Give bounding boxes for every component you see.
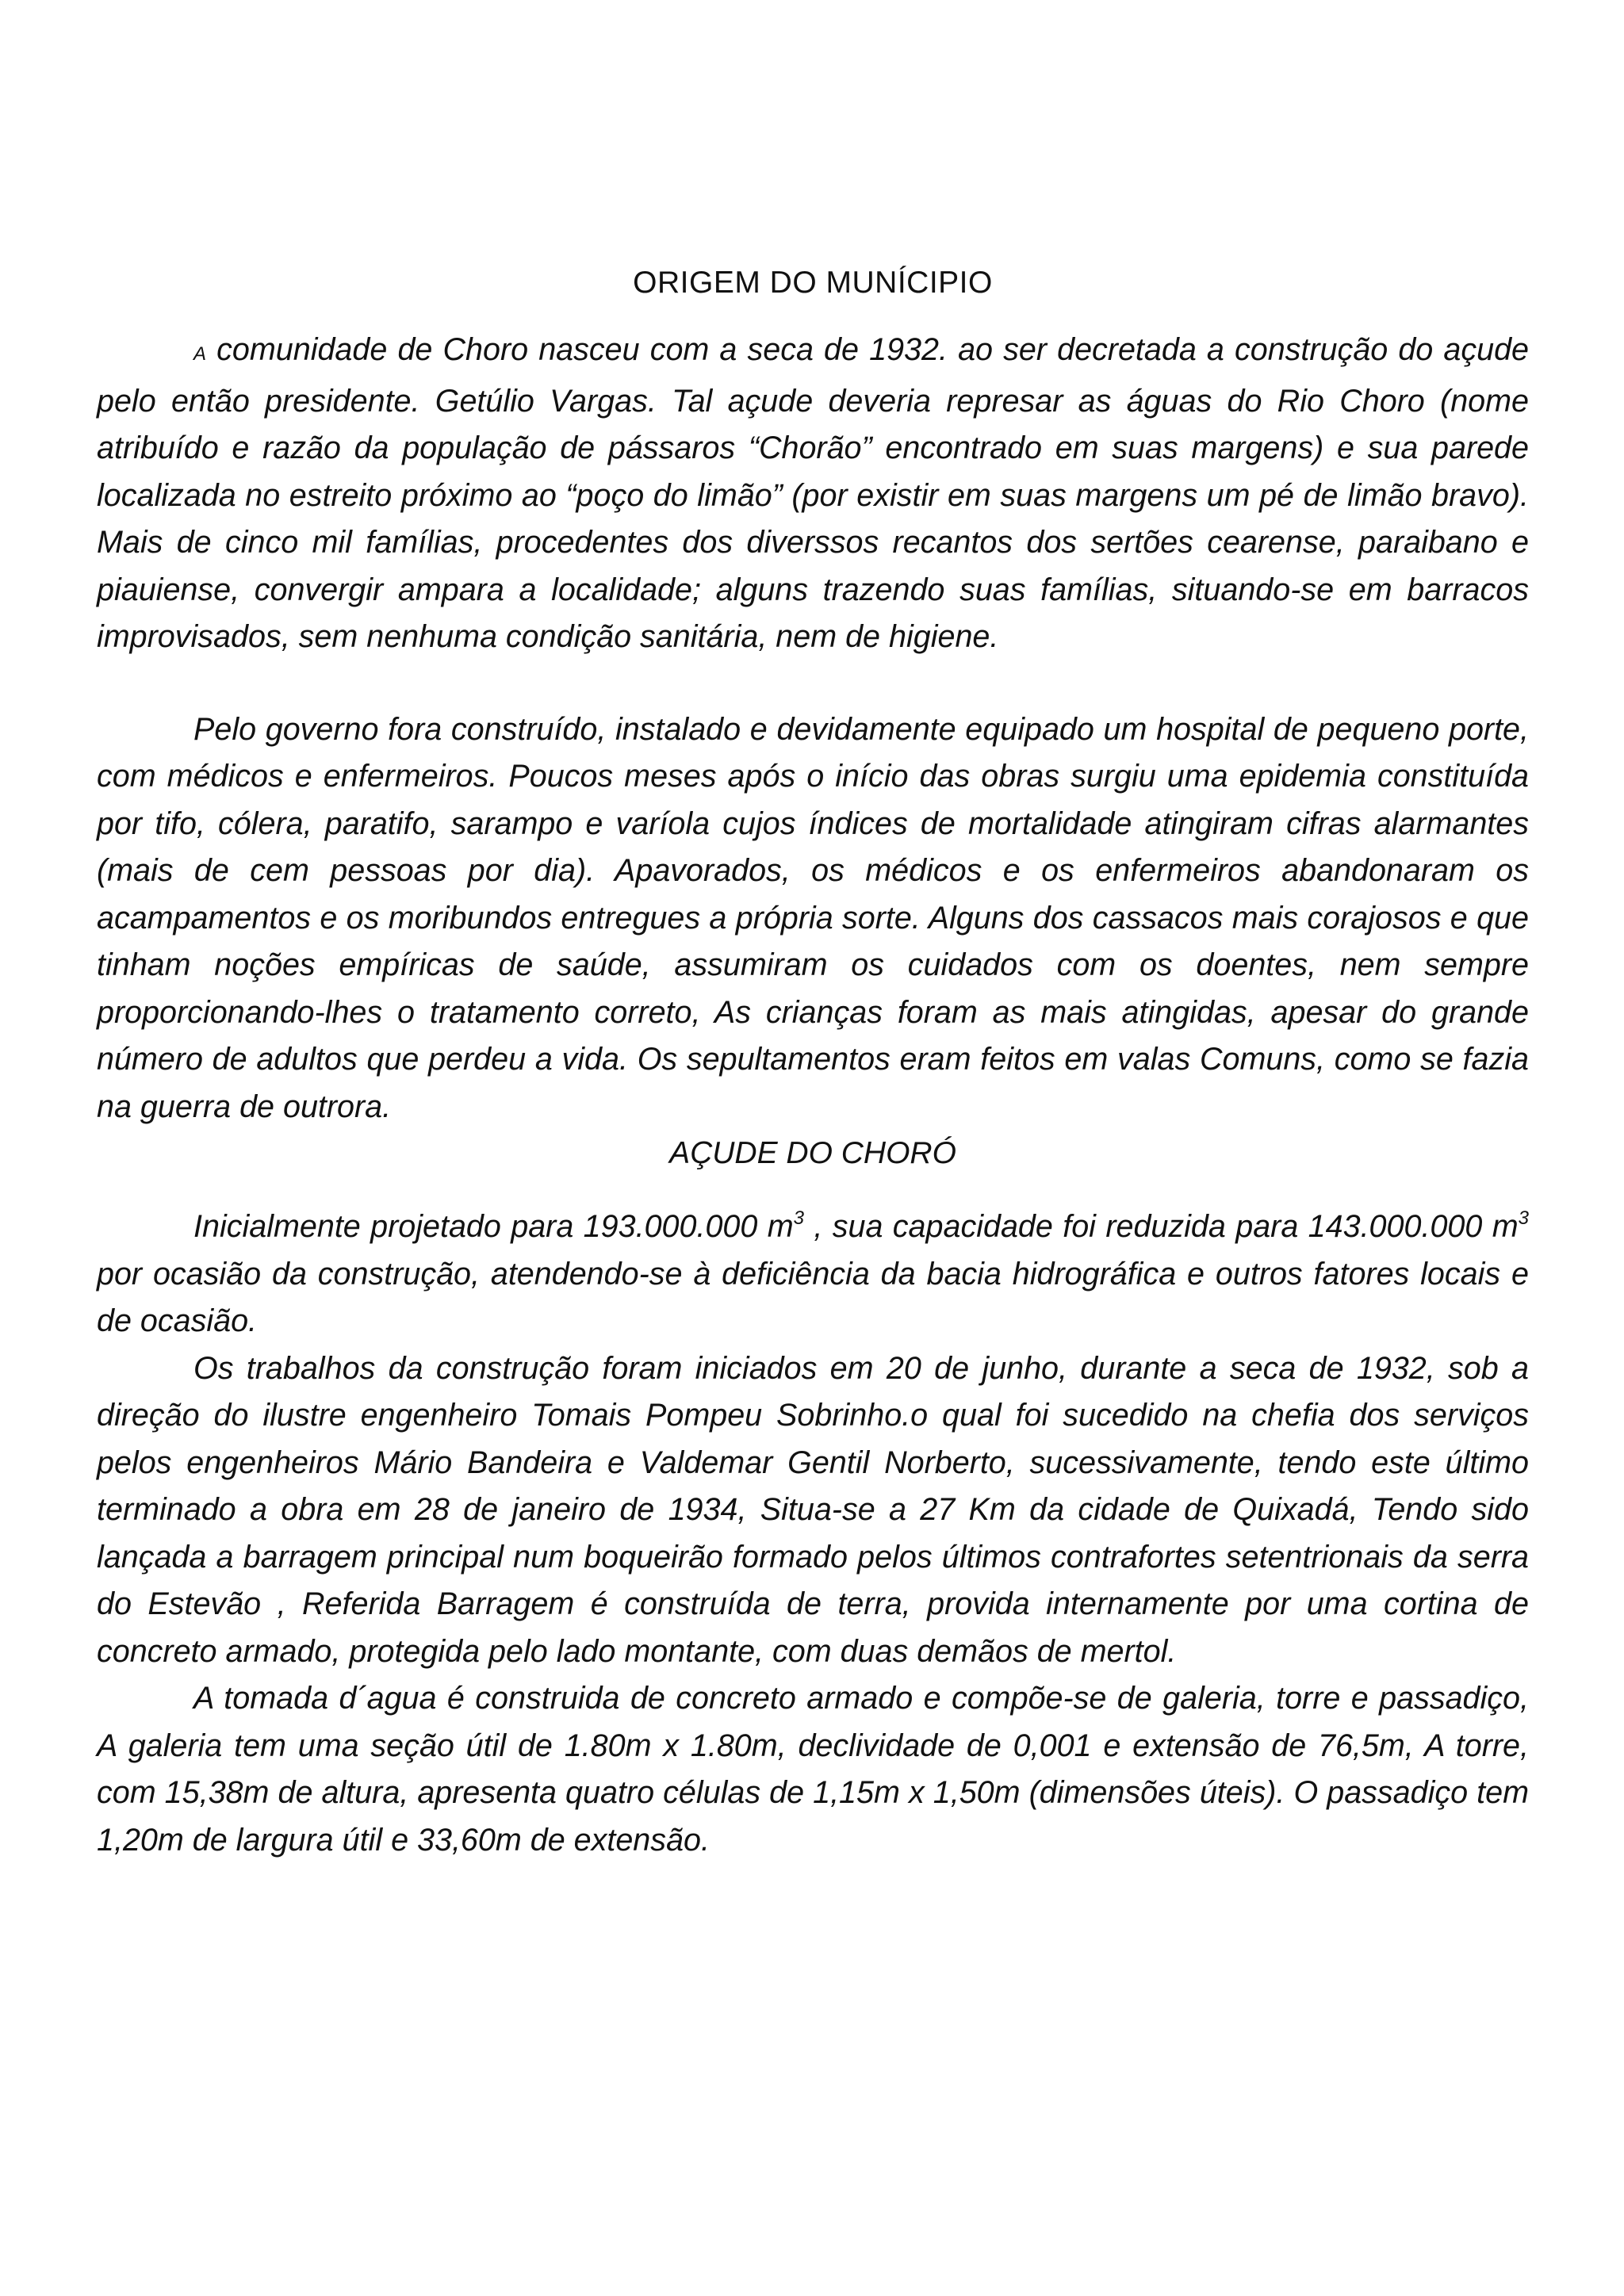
paragraph-origin-text: comunidade de Choro nasceu com a seca de 1932. ao ser decretada a construção do açude pelo então presidente. Getúlio Vargas. Tal açude deveria represar as águas do Rio Choro (nome atribuído e razão da população de pássaros “Chorão” encontrado em suas margens) e sua parede localizada no estreito próximo ao “poço do limão” (por existir em suas margens um pé de limão bravo). Mais de cinco mil famílias, procedentes dos diverssos recantos dos sertões cearense, paraibano e piauiense, convergir ampara a localidade; alguns trazendo suas famílias, situando-se em barracos improvisados, sem nenhuma condição sanitária, nem de higiene. — [97, 332, 1529, 654]
capacity-text-2: , sua capacidade foi reduzida para 143.000.000 m — [804, 1209, 1519, 1244]
paragraph-origin — [97, 327, 1529, 661]
paragraph-epidemic: Pelo governo fora construído, instalado e devidamente equipado um hospital de pequeno porte, com médicos e enfermeiros. Poucos meses após o início das obras surgiu uma epidemia constituída por tifo, cólera, paratifo, sarampo e varíola cujos índices de mortalidade atingiram cifras alarmantes (mais de cem pessoas por dia). Apavorados, os médicos e os enfermeiros abandonaram os acampamentos e os moribundos entregues a própria sorte. Alguns dos cassacos mais corajosos e que tinham noções empíricas de saúde, assumiram os cuidados com os doentes, nem sempre proporcionando-lhes o tratamento correto, As crianças foram as mais atingidas, apesar do grande número de adultos que perdeu a vida. Os sepultamentos eram feitos em valas Comuns, como se fazia na guerra de outrora. — [97, 711, 1529, 1124]
page-title: ORIGEM DO MUNÍCIPIO — [633, 266, 993, 300]
paragraph-capacity — [97, 1203, 1529, 1345]
section-title: AÇUDE DO CHORÓ — [669, 1136, 956, 1170]
document-page — [97, 260, 1529, 1864]
paragraph-intake: A tomada d´agua é construida de concreto armado e compõe-se de galeria, torre e passadiço, A galeria tem uma seção útil de 1.80m x 1.80m, declividade de 0,001 e extensão de 76,5m, A torre, com 15,38m de altura, apresenta quatro células de 1,15m x 1,50m (dimensões úteis). O passadiço tem 1,20m de largura útil e 33,60m de extensão. — [97, 1681, 1529, 1858]
capacity-text-3: por ocasião da construção, atendendo-se à deficiência da bacia hidrográfica e outros fatores locais e de ocasião. — [97, 1256, 1529, 1338]
paragraph-dropcap: A — [193, 343, 207, 365]
cubic-superscript: 3 — [793, 1207, 804, 1229]
cubic-superscript: 3 — [1518, 1207, 1529, 1229]
paragraph-construction: Os trabalhos da construção foram iniciados em 20 de junho, durante a seca de 1932, sob a direção do ilustre engenheiro Tomais Pompeu Sobrinho.o qual foi sucedido na chefia dos serviços pelos engenheiros Mário Bandeira e Valdemar Gentil Norberto, sucessivamente, tendo este último terminado a obra em 28 de janeiro de 1934, Situa-se a 27 Km da cidade de Quixadá, Tendo sido lançada a barragem principal num boqueirão formado pelos últimos contrafortes setentrionais da serra do Estevão , Referida Barragem é construída de terra, provida internamente por uma cortina de concreto armado, protegida pelo lado montante, com duas demãos de mertol. — [97, 1350, 1529, 1669]
capacity-text-1: Inicialmente projetado para 193.000.000 m — [193, 1209, 794, 1244]
